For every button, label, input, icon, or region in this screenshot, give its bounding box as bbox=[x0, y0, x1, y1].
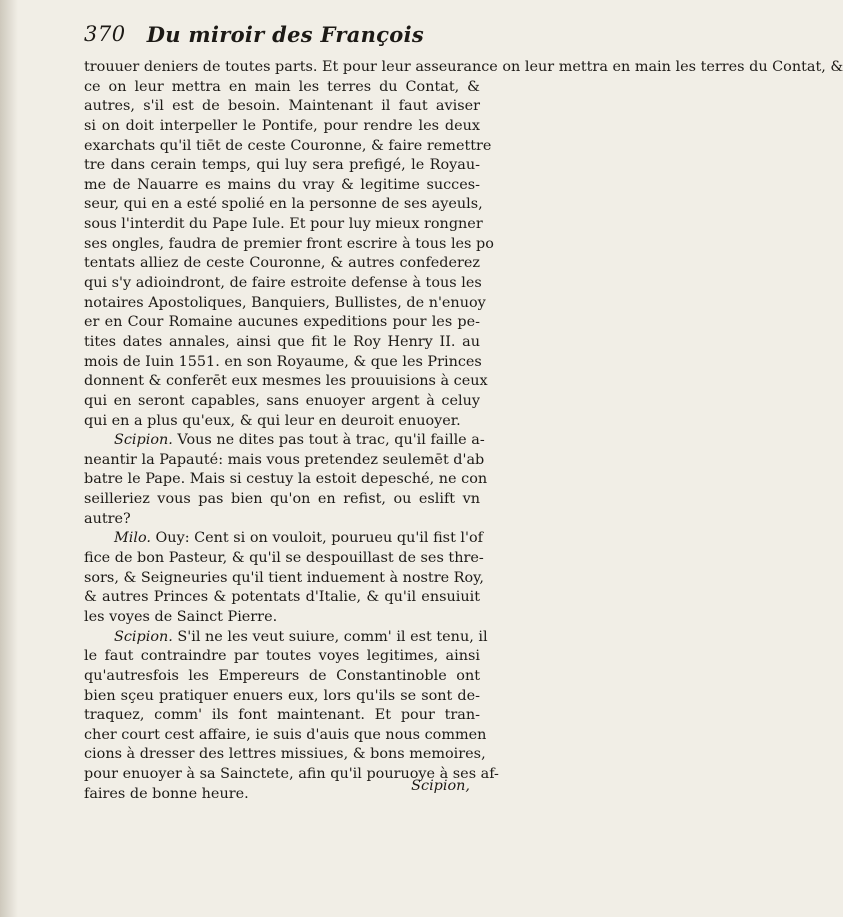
text-line: autres, s'il est de besoin. Maintenant il faut aviser bbox=[84, 98, 480, 115]
text-line: autre? bbox=[84, 510, 131, 527]
text-line: les voyes de Sainct Pierre. bbox=[84, 608, 278, 625]
text-line: ses ongles, faudra de premier front escrire à tous les po bbox=[84, 235, 494, 252]
page-header bbox=[84, 22, 424, 52]
text-line: & autres Princes & potentats d'Italie, & qu'il ensuiuit bbox=[84, 589, 480, 606]
text-line: tentats alliez de ceste Couronne, & autres confederez bbox=[84, 255, 480, 272]
speaker-line: Scipion. S'il ne les veut suiure, comm' il est tenu, il bbox=[114, 628, 488, 645]
speaker-name: Scipion. bbox=[114, 628, 173, 645]
body-text bbox=[84, 58, 843, 804]
text-line: cions à dresser des lettres missiues, & bons memoires, bbox=[84, 746, 486, 763]
speaker-name: Scipion. bbox=[114, 432, 173, 449]
text-line: me de Nauarre es mains du vray & legitime succes- bbox=[84, 176, 480, 193]
text-line: ce on leur mettra en main les terres du Contat, & bbox=[84, 78, 480, 95]
text-line: seur, qui en a esté spolié en la personne de ses ayeuls, bbox=[84, 196, 483, 213]
page-edge-shadow bbox=[0, 0, 18, 917]
running-title: Du miroir des François bbox=[146, 22, 424, 47]
text-line: exarchats qu'il tiēt de ceste Couronne, & faire remettre bbox=[84, 137, 492, 154]
text-line: qui s'y adioindront, de faire estroite defense à tous les bbox=[84, 275, 482, 292]
text-line: sous l'interdit du Pape Iule. Et pour luy mieux rongner bbox=[84, 216, 483, 233]
text-line: er en Cour Romaine aucunes expeditions pour les pe- bbox=[84, 314, 480, 331]
text-line: faires de bonne heure. bbox=[84, 785, 249, 802]
text-line: qu'autresfois les Empereurs de Constantinoble ont bbox=[84, 667, 480, 684]
text-line: batre le Pape. Mais si cestuy la estoit depesché, ne con bbox=[84, 471, 488, 488]
text-line: cher court cest affaire, ie suis d'auis que nous commen bbox=[84, 726, 487, 743]
text-line: fice de bon Pasteur, & qu'il se despouillast de ses thre- bbox=[84, 550, 484, 567]
speaker-name: Milo. bbox=[114, 530, 151, 547]
text-line: neantir la Papauté: mais vous pretendez seulemēt d'ab bbox=[84, 451, 485, 468]
speaker-line: Scipion. Vous ne dites pas tout à trac, qu'il faille a- bbox=[114, 432, 485, 449]
text-line: si on doit interpeller le Pontife, pour rendre les deux bbox=[84, 117, 480, 134]
text-line: tites dates annales, ainsi que fit le Roy Henry II. au bbox=[84, 333, 480, 350]
text-line: seilleriez vous pas bien qu'on en refist, ou eslift vn bbox=[84, 491, 480, 508]
text-line: bien sçeu pratiquer enuers eux, lors qu'ils se sont de- bbox=[84, 687, 480, 704]
text-line: donnent & conferēt eux mesmes les prouuisions à ceux bbox=[84, 373, 488, 390]
text-line: pour enuoyer à sa Sainctete, afin qu'il pouruoye à ses af- bbox=[84, 766, 499, 783]
text-line: qui en a plus qu'eux, & qui leur en deuroit enuoyer. bbox=[84, 412, 461, 429]
page-number: 370 bbox=[84, 22, 126, 46]
catchword: Scipion, bbox=[411, 778, 470, 794]
text-line: sors, & Seigneuries qu'il tient induement à nostre Roy, bbox=[84, 569, 484, 586]
text-line: traquez, comm' ils font maintenant. Et pour tran- bbox=[84, 707, 480, 724]
text-line: qui en seront capables, sans enuoyer argent à celuy bbox=[84, 392, 480, 409]
text-line: trouuer deniers de toutes parts. Et pour leur asseurance on leur mettra en main les terres du Contat, & bbox=[84, 59, 843, 75]
speaker-line: Milo. Ouy: Cent si on vouloit, pourueu qu'il fist l'of bbox=[114, 530, 483, 547]
text-line: mois de Iuin 1551. en son Royaume, & que les Princes bbox=[84, 353, 482, 370]
text-line: le faut contraindre par toutes voyes legitimes, ainsi bbox=[84, 648, 480, 665]
text-line: notaires Apostoliques, Banquiers, Bullistes, de n'enuoy bbox=[84, 294, 486, 311]
text-line: tre dans cerain temps, qui luy sera prefigé, le Royau- bbox=[84, 157, 480, 174]
